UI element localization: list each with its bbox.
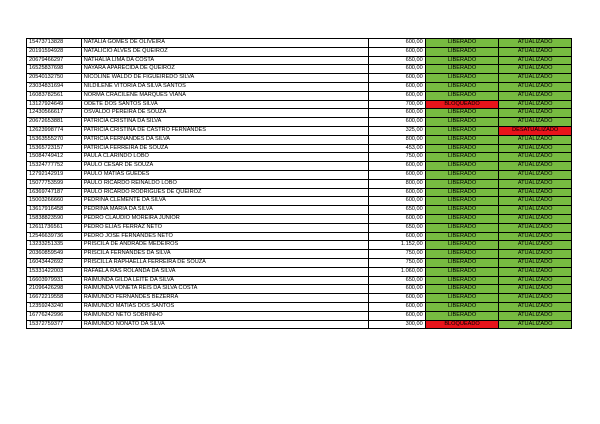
row-update-cell[interactable]: ATUALIZADO	[499, 320, 572, 329]
row-status-cell[interactable]: LIBERADO	[425, 65, 499, 74]
row-id-cell[interactable]: 15365723157	[27, 144, 82, 153]
table-row	[27, 294, 572, 303]
row-status-cell[interactable]: LIBERADO	[425, 197, 499, 206]
row-name-cell[interactable]: NATALICIO ALVES DE QUEIROZ	[81, 47, 368, 56]
row-update-cell[interactable]: ATUALIZADO	[499, 188, 572, 197]
row-status-cell[interactable]: LIBERADO	[425, 82, 499, 91]
row-update-cell[interactable]: ATUALIZADO	[499, 153, 572, 162]
row-id-cell[interactable]: 16083782561	[27, 91, 82, 100]
row-update-cell[interactable]: ATUALIZADO	[499, 135, 572, 144]
row-update-cell[interactable]: ATUALIZADO	[499, 170, 572, 179]
row-status-cell[interactable]: LIBERADO	[425, 285, 499, 294]
row-status-cell[interactable]: LIBERADO	[425, 223, 499, 232]
table-row	[27, 82, 572, 91]
table-row	[27, 91, 572, 100]
row-name-cell[interactable]: RAIMUNDO FERNANDES BEZERRA	[81, 294, 368, 303]
row-status-cell[interactable]: LIBERADO	[425, 56, 499, 65]
row-value-cell[interactable]: 700,00	[368, 100, 425, 109]
row-status-cell[interactable]: LIBERADO	[425, 144, 499, 153]
row-id-cell[interactable]: 20672653881	[27, 118, 82, 127]
row-update-cell[interactable]: ATUALIZADO	[499, 267, 572, 276]
spreadsheet-body	[27, 39, 572, 329]
row-update-cell[interactable]: ATUALIZADO	[499, 214, 572, 223]
row-id-cell[interactable]: 15324777752	[27, 162, 82, 171]
row-id-cell[interactable]: 15363555270	[27, 135, 82, 144]
row-value-cell[interactable]: 600,00	[368, 285, 425, 294]
row-name-cell[interactable]: NAYARA APARECIDA DE QUEIROZ	[81, 65, 368, 74]
row-id-cell[interactable]: 12792142919	[27, 170, 82, 179]
row-value-cell[interactable]: 600,00	[368, 188, 425, 197]
row-id-cell[interactable]: 15084749412	[27, 153, 82, 162]
row-id-cell[interactable]: 20679466297	[27, 56, 82, 65]
row-name-cell[interactable]: PRISCILA DE ANDRADE MEDEIROS	[81, 241, 368, 250]
row-value-cell[interactable]: 650,00	[368, 276, 425, 285]
table-row	[27, 197, 572, 206]
row-name-cell[interactable]: PEDRINA CLEMENTE DA SILVA	[81, 197, 368, 206]
row-status-cell[interactable]: LIBERADO	[425, 311, 499, 320]
row-update-cell[interactable]: ATUALIZADO	[499, 109, 572, 118]
row-status-cell[interactable]: LIBERADO	[425, 232, 499, 241]
spreadsheet-table	[26, 38, 572, 329]
row-value-cell[interactable]: 600,00	[368, 109, 425, 118]
row-status-cell[interactable]: LIBERADO	[425, 109, 499, 118]
table-row	[27, 118, 572, 127]
row-status-cell[interactable]: LIBERADO	[425, 162, 499, 171]
table-row	[27, 267, 572, 276]
row-id-cell[interactable]: 15077753599	[27, 179, 82, 188]
row-status-cell[interactable]: LIBERADO	[425, 91, 499, 100]
table-row	[27, 311, 572, 320]
row-update-cell[interactable]: ATUALIZADO	[499, 144, 572, 153]
table-row	[27, 188, 572, 197]
row-update-cell[interactable]: ATUALIZADO	[499, 162, 572, 171]
row-name-cell[interactable]: PAULO CESAR DE SOUZA	[81, 162, 368, 171]
row-value-cell[interactable]: 453,00	[368, 144, 425, 153]
row-value-cell[interactable]: 325,00	[368, 126, 425, 135]
row-id-cell[interactable]: 20360859549	[27, 250, 82, 259]
row-update-cell[interactable]: ATUALIZADO	[499, 258, 572, 267]
table-row	[27, 135, 572, 144]
row-id-cell[interactable]: 15372759377	[27, 320, 82, 329]
row-id-cell[interactable]: 15003266660	[27, 197, 82, 206]
row-id-cell[interactable]: 21096426298	[27, 285, 82, 294]
row-value-cell[interactable]: 600,00	[368, 170, 425, 179]
row-name-cell[interactable]: PATRICIA CRISTINA DE CASTRO FERNANDES	[81, 126, 368, 135]
row-id-cell[interactable]: 16672219558	[27, 294, 82, 303]
row-id-cell[interactable]: 13617916458	[27, 206, 82, 215]
row-update-cell[interactable]: ATUALIZADO	[499, 91, 572, 100]
row-status-cell[interactable]: LIBERADO	[425, 126, 499, 135]
row-name-cell[interactable]: NILDILENE VITORIA DA SILVA SANTOS	[81, 82, 368, 91]
row-update-cell[interactable]: ATUALIZADO	[499, 302, 572, 311]
row-name-cell[interactable]: ODETE DOS SANTOS SILVA	[81, 100, 368, 109]
row-name-cell[interactable]: RAIMUNDA VONETA REIS DA SILVA COSTA	[81, 285, 368, 294]
table-row	[27, 179, 572, 188]
row-id-cell[interactable]: 16525837698	[27, 65, 82, 74]
row-value-cell[interactable]: 600,00	[368, 91, 425, 100]
row-value-cell[interactable]: 600,00	[368, 311, 425, 320]
row-value-cell[interactable]: 650,00	[368, 56, 425, 65]
table-row	[27, 276, 572, 285]
row-status-cell[interactable]: LIBERADO	[425, 267, 499, 276]
table-row	[27, 241, 572, 250]
row-value-cell[interactable]: 600,00	[368, 162, 425, 171]
row-id-cell[interactable]: 13233251335	[27, 241, 82, 250]
row-id-cell[interactable]: 20191594928	[27, 47, 82, 56]
row-name-cell[interactable]: PRISCILA FERNANDES DA SILVA	[81, 250, 368, 259]
row-name-cell[interactable]: RAIMUNDO MATIAS DOS SANTOS	[81, 302, 368, 311]
row-status-cell[interactable]: LIBERADO	[425, 179, 499, 188]
row-value-cell[interactable]: 650,00	[368, 223, 425, 232]
row-value-cell[interactable]: 600,00	[368, 65, 425, 74]
table-row	[27, 65, 572, 74]
row-status-cell[interactable]: BLOQUEADO	[425, 100, 499, 109]
row-value-cell[interactable]: 600,00	[368, 197, 425, 206]
table-row	[27, 39, 572, 48]
table-row	[27, 214, 572, 223]
row-value-cell[interactable]: 600,00	[368, 294, 425, 303]
row-status-cell[interactable]: LIBERADO	[425, 153, 499, 162]
row-name-cell[interactable]: PAULO RICARDO RODRIGUES DE QUEIROZ	[81, 188, 368, 197]
row-id-cell[interactable]: 12430566617	[27, 109, 82, 118]
row-update-cell[interactable]: ATUALIZADO	[499, 276, 572, 285]
row-update-cell[interactable]: ATUALIZADO	[499, 241, 572, 250]
row-id-cell[interactable]: 16603979931	[27, 276, 82, 285]
row-update-cell[interactable]: ATUALIZADO	[499, 206, 572, 215]
table-row	[27, 302, 572, 311]
table-row	[27, 223, 572, 232]
row-name-cell[interactable]: NATALIA GOMES DE OLIVEIRA	[81, 39, 368, 48]
row-status-cell[interactable]: LIBERADO	[425, 302, 499, 311]
row-value-cell[interactable]: 750,00	[368, 258, 425, 267]
row-name-cell[interactable]: NATHALIA LIMA DA COSTA	[81, 56, 368, 65]
row-status-cell[interactable]: LIBERADO	[425, 188, 499, 197]
row-name-cell[interactable]: PAULO MATIAS GUEDES	[81, 170, 368, 179]
row-status-cell[interactable]: BLOQUEADO	[425, 320, 499, 329]
row-status-cell[interactable]: LIBERADO	[425, 170, 499, 179]
row-update-cell[interactable]: ATUALIZADO	[499, 100, 572, 109]
row-value-cell[interactable]: 600,00	[368, 302, 425, 311]
row-update-cell[interactable]: ATUALIZADO	[499, 294, 572, 303]
row-update-cell[interactable]: ATUALIZADO	[499, 118, 572, 127]
row-update-cell[interactable]: ATUALIZADO	[499, 179, 572, 188]
table-row	[27, 258, 572, 267]
row-id-cell[interactable]: 16043442692	[27, 258, 82, 267]
row-update-cell[interactable]: ATUALIZADO	[499, 56, 572, 65]
row-name-cell[interactable]: PATRICIA FERNANDES DA SILVA	[81, 135, 368, 144]
table-row	[27, 232, 572, 241]
row-value-cell[interactable]: 600,00	[368, 118, 425, 127]
row-id-cell[interactable]: 15838823590	[27, 214, 82, 223]
row-id-cell[interactable]: 20540132750	[27, 74, 82, 83]
row-id-cell[interactable]: 15473713828	[27, 39, 82, 48]
row-name-cell[interactable]: PEDRO JOSE FERNANDES NETO	[81, 232, 368, 241]
table-row	[27, 109, 572, 118]
row-status-cell[interactable]: LIBERADO	[425, 241, 499, 250]
row-status-cell[interactable]: LIBERADO	[425, 294, 499, 303]
row-status-cell[interactable]: LIBERADO	[425, 276, 499, 285]
row-status-cell[interactable]: LIBERADO	[425, 214, 499, 223]
row-status-cell[interactable]: LIBERADO	[425, 118, 499, 127]
row-value-cell[interactable]: 600,00	[368, 39, 425, 48]
row-value-cell[interactable]: 600,00	[368, 47, 425, 56]
row-status-cell[interactable]: LIBERADO	[425, 47, 499, 56]
row-id-cell[interactable]: 16369747187	[27, 188, 82, 197]
row-name-cell[interactable]: NORMA CRACILENE MARQUES VIANA	[81, 91, 368, 100]
row-update-cell[interactable]: ATUALIZADO	[499, 232, 572, 241]
row-update-cell[interactable]: ATUALIZADO	[499, 65, 572, 74]
row-status-cell[interactable]: LIBERADO	[425, 258, 499, 267]
row-name-cell[interactable]: PAULA CLARINDO LOBO	[81, 153, 368, 162]
row-id-cell[interactable]: 23034831694	[27, 82, 82, 91]
row-update-cell[interactable]: ATUALIZADO	[499, 82, 572, 91]
table-row	[27, 250, 572, 259]
row-name-cell[interactable]: RAIMUNDO NONATO DA SILVA	[81, 320, 368, 329]
row-value-cell[interactable]: 600,00	[368, 232, 425, 241]
row-id-cell[interactable]: 13127924649	[27, 100, 82, 109]
row-name-cell[interactable]: RAFAELA RAS ROLANDA DA SILVA	[81, 267, 368, 276]
row-update-cell[interactable]: ATUALIZADO	[499, 311, 572, 320]
row-value-cell[interactable]: 600,00	[368, 82, 425, 91]
row-update-cell[interactable]: ATUALIZADO	[499, 250, 572, 259]
row-id-cell[interactable]: 12623998774	[27, 126, 82, 135]
row-name-cell[interactable]: PEDRINA MARIA DA SILVA	[81, 206, 368, 215]
row-name-cell[interactable]: OSVALDO PEREIRA DE SOUZA	[81, 109, 368, 118]
row-name-cell[interactable]: PRISCILLA RAPHAELLA FERREIRA DE SOUZA	[81, 258, 368, 267]
row-update-cell[interactable]: ATUALIZADO	[499, 197, 572, 206]
table-row	[27, 285, 572, 294]
row-id-cell[interactable]: 12359243240	[27, 302, 82, 311]
row-update-cell[interactable]: ATUALIZADO	[499, 285, 572, 294]
row-status-cell[interactable]: LIBERADO	[425, 206, 499, 215]
row-value-cell[interactable]: 800,00	[368, 179, 425, 188]
table-row	[27, 170, 572, 179]
row-name-cell[interactable]: PATRICIA FERREIRA DE SOUZA	[81, 144, 368, 153]
row-status-cell[interactable]: LIBERADO	[425, 74, 499, 83]
row-value-cell[interactable]: 750,00	[368, 153, 425, 162]
row-name-cell[interactable]: PEDRO CLAUDIO MOREIRA JUNIOR	[81, 214, 368, 223]
row-name-cell[interactable]: NICOLINE WALDO DE FIGUEIREDO SILVA	[81, 74, 368, 83]
row-value-cell[interactable]: 600,00	[368, 74, 425, 83]
row-update-cell[interactable]: ATUALIZADO	[499, 39, 572, 48]
table-row	[27, 56, 572, 65]
table-row	[27, 162, 572, 171]
row-value-cell[interactable]: 800,00	[368, 135, 425, 144]
row-update-cell[interactable]: ATUALIZADO	[499, 223, 572, 232]
row-value-cell[interactable]: 300,00	[368, 320, 425, 329]
row-status-cell[interactable]: LIBERADO	[425, 39, 499, 48]
table-row	[27, 320, 572, 329]
row-value-cell[interactable]: 600,00	[368, 214, 425, 223]
table-row	[27, 47, 572, 56]
row-name-cell[interactable]: PATRICIA CRISTINA DA SILVA	[81, 118, 368, 127]
table-row	[27, 126, 572, 135]
row-value-cell[interactable]: 1.152,00	[368, 241, 425, 250]
row-id-cell[interactable]: 15331422003	[27, 267, 82, 276]
row-value-cell[interactable]: 1.060,00	[368, 267, 425, 276]
row-status-cell[interactable]: LIBERADO	[425, 250, 499, 259]
table-row	[27, 206, 572, 215]
row-update-cell[interactable]: DESATUALIZADO	[499, 126, 572, 135]
row-name-cell[interactable]: RAIMUNDA GILDA LEITE DA SILVA	[81, 276, 368, 285]
row-update-cell[interactable]: ATUALIZADO	[499, 74, 572, 83]
table-row	[27, 100, 572, 109]
row-name-cell[interactable]: PEDRO ELIAS FERRAZ NETO	[81, 223, 368, 232]
row-value-cell[interactable]: 750,00	[368, 250, 425, 259]
table-row	[27, 144, 572, 153]
table-row	[27, 153, 572, 162]
row-id-cell[interactable]: 12546639736	[27, 232, 82, 241]
row-name-cell[interactable]: RAIMUNDO NETO SOBRINHO	[81, 311, 368, 320]
row-id-cell[interactable]: 16776242996	[27, 311, 82, 320]
table-row	[27, 74, 572, 83]
row-id-cell[interactable]: 12611736561	[27, 223, 82, 232]
row-value-cell[interactable]: 650,00	[368, 206, 425, 215]
row-update-cell[interactable]: ATUALIZADO	[499, 47, 572, 56]
row-name-cell[interactable]: PAULO RICARDO REINALDO LOBO	[81, 179, 368, 188]
row-status-cell[interactable]: LIBERADO	[425, 135, 499, 144]
